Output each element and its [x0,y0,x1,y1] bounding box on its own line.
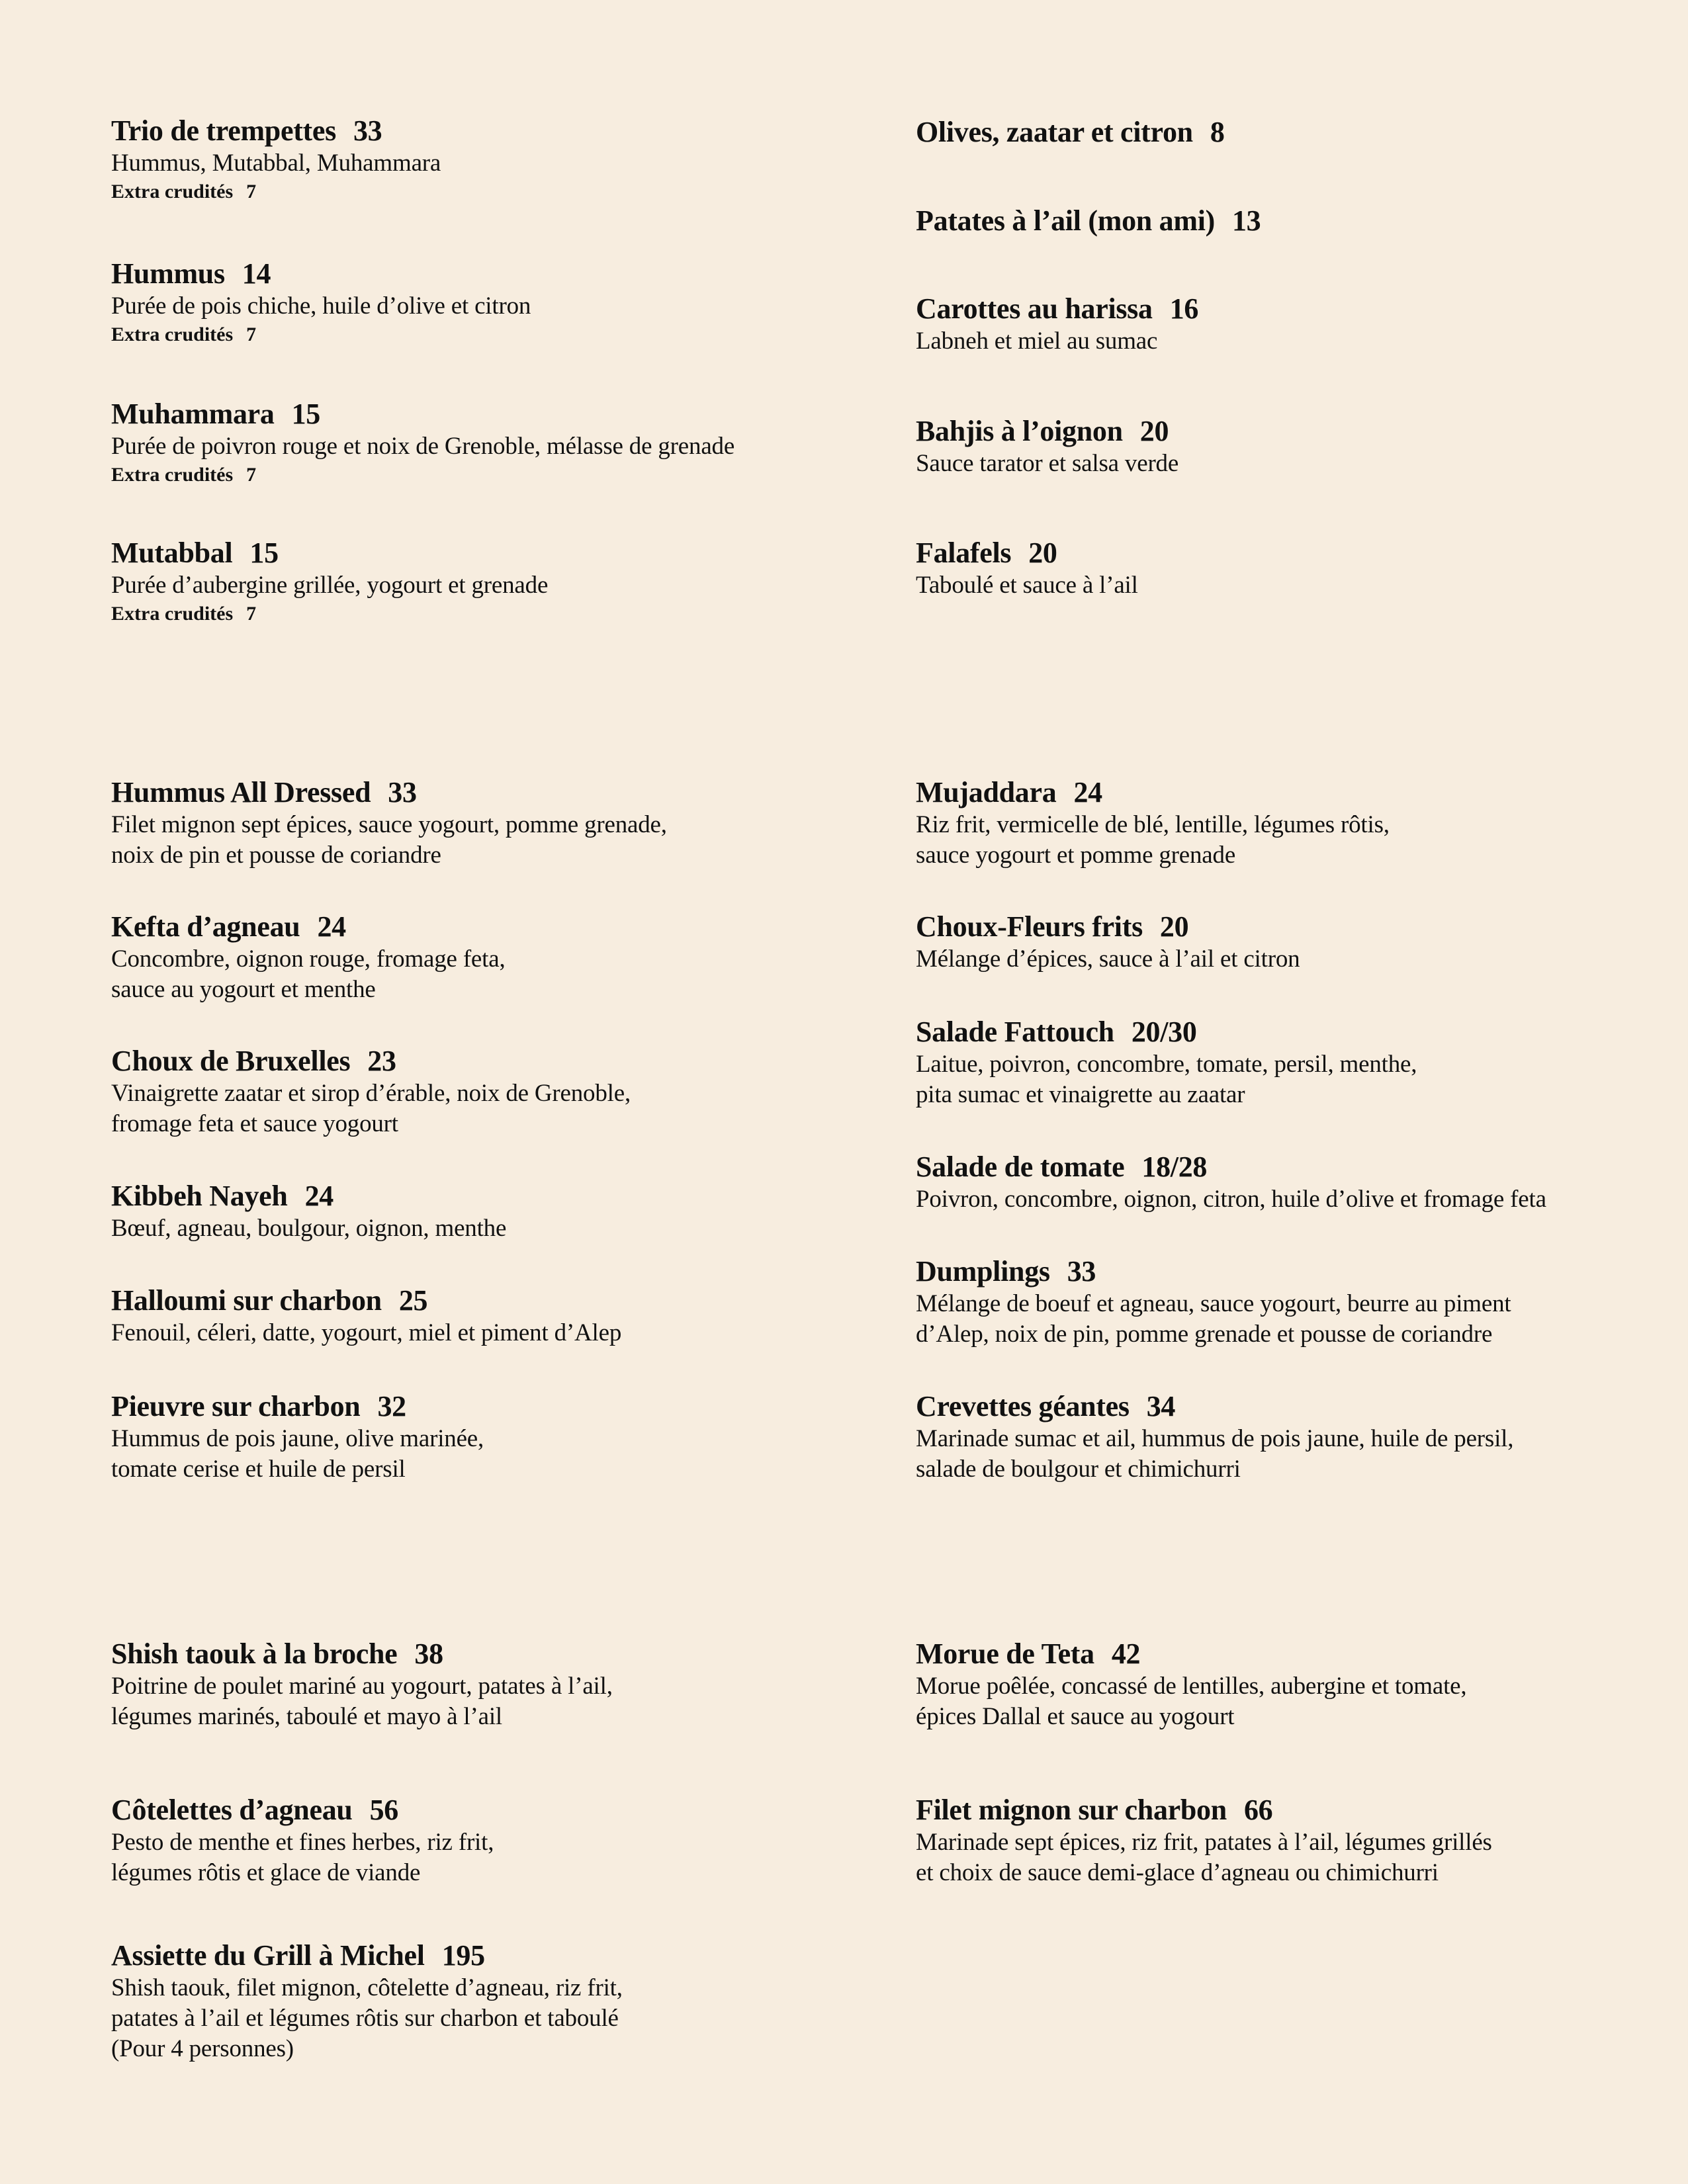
item-name: Filet mignon sur charbon [916,1794,1227,1826]
extra-price: 7 [246,464,257,486]
item-name: Morue de Teta [916,1638,1094,1670]
item-name: Salade de tomate [916,1151,1125,1183]
menu-item-bahjis-oignon [916,414,1688,479]
item-name: Pieuvre sur charbon [111,1390,361,1422]
item-description: patates à l’ail et légumes rôtis sur charbon et taboulé [111,2005,619,2032]
item-title [916,536,1688,570]
item-title [916,1793,1688,1827]
item-price: 33 [1067,1255,1096,1288]
item-price: 32 [377,1390,406,1422]
item-name: Kefta d’agneau [111,910,300,943]
item-description: tomate cerise et huile de persil [111,1456,406,1483]
item-name: Mutabbal [111,537,233,569]
item-title [111,775,892,810]
item-name: Trio de trempettes [111,114,336,147]
item-name: Halloumi sur charbon [111,1284,382,1317]
item-name: Bahjis à l’oignon [916,415,1123,447]
item-title [916,204,1688,238]
extra-price: 7 [246,324,257,345]
menu-item-mutabbal [111,536,892,627]
item-description: Sauce tarator et salsa verde [916,450,1179,477]
item-title [111,1939,892,1973]
menu-item-kibbeh-nayeh [111,1179,892,1244]
item-title [111,114,892,148]
menu-item-choux-de-bruxelles [111,1044,892,1139]
item-extra [111,462,892,488]
menu-item-morue-teta [916,1637,1688,1732]
menu-item-carottes-harissa [916,292,1688,357]
item-description: Mélange d’épices, sauce à l’ail et citron [916,945,1300,973]
item-title [111,1793,892,1827]
item-title [111,1389,892,1424]
menu-item-assiette-grill-michel [111,1939,892,2064]
item-price: 16 [1169,292,1199,325]
item-description: Hummus, Mutabbal, Muhammara [111,150,441,177]
menu-item-dumplings [916,1254,1688,1350]
item-name: Kibbeh Nayeh [111,1180,288,1212]
item-name: Olives, zaatar et citron [916,116,1193,148]
menu-item-cotelettes-agneau [111,1793,892,1888]
menu-item-patates-ail [916,204,1688,238]
item-description: légumes marinés, taboulé et mayo à l’ail [111,1703,502,1730]
menu-item-hummus [111,257,892,348]
menu-item-hummus-all-dressed [111,775,892,871]
item-price: 25 [398,1284,428,1317]
item-description: Marinade sumac et ail, hummus de pois jaune, huile de persil, [916,1425,1514,1452]
item-description: Poitrine de poulet mariné au yogourt, patates à l’ail, [111,1673,613,1700]
item-name: Assiette du Grill à Michel [111,1939,425,1972]
extra-label: Extra crudités [111,324,234,345]
item-description: Purée de pois chiche, huile d’olive et citron [111,292,531,320]
item-description: Shish taouk, filet mignon, côtelette d’agneau, riz frit, [111,1974,623,2001]
item-price: 15 [249,537,279,569]
item-description: Fenouil, céleri, datte, yogourt, miel et piment d’Alep [111,1319,622,1346]
item-description: pita sumac et vinaigrette au zaatar [916,1081,1245,1108]
item-description: Morue poêlée, concassé de lentilles, aubergine et tomate, [916,1673,1467,1700]
item-name: Shish taouk à la broche [111,1638,398,1670]
item-price: 38 [414,1638,443,1670]
item-price: 8 [1210,116,1225,148]
item-title [916,1389,1688,1424]
item-price: 24 [1073,776,1102,808]
item-price: 20 [1159,910,1189,943]
item-description: Bœuf, agneau, boulgour, oignon, menthe [111,1215,507,1242]
item-description: Marinade sept épices, riz frit, patates à l’ail, légumes grillés [916,1829,1492,1856]
item-description: Filet mignon sept épices, sauce yogourt, pomme grenade, [111,811,667,838]
item-title [916,775,1688,810]
extra-price: 7 [246,181,257,202]
item-name: Côtelettes d’agneau [111,1794,353,1826]
item-description: et choix de sauce demi-glace d’agneau ou chimichurri [916,1859,1439,1886]
item-price: 20/30 [1131,1016,1197,1048]
extra-label: Extra crudités [111,181,234,202]
item-price: 13 [1231,204,1261,237]
item-price: 24 [304,1180,333,1212]
menu-item-trio-de-trempettes [111,114,892,205]
item-description: Hummus de pois jaune, olive marinée, [111,1425,484,1452]
item-title [916,1015,1688,1049]
item-name: Mujaddara [916,776,1057,808]
item-title [111,1179,892,1213]
item-description: Taboulé et sauce à l’ail [916,572,1138,599]
item-price: 195 [441,1939,485,1972]
item-description: épices Dallal et sauce au yogourt [916,1703,1235,1730]
item-name: Salade Fattouch [916,1016,1114,1048]
item-price: 66 [1243,1794,1273,1826]
item-description: sauce au yogourt et menthe [111,976,376,1003]
menu-item-kefta-agneau [111,910,892,1005]
item-title [111,1284,892,1318]
menu-item-shish-taouk [111,1637,892,1732]
item-extra [111,322,892,348]
item-title [916,1637,1688,1671]
item-description: fromage feta et sauce yogourt [111,1110,398,1137]
extra-label: Extra crudités [111,603,234,625]
menu-item-mujaddara [916,775,1688,871]
item-title [111,1044,892,1078]
item-description: noix de pin et pousse de coriandre [111,842,441,869]
menu-item-halloumi-charbon [111,1284,892,1348]
item-description: Vinaigrette zaatar et sirop d’érable, noix de Grenoble, [111,1080,631,1107]
item-price: 24 [317,910,346,943]
item-description: Labneh et miel au sumac [916,328,1158,355]
extra-price: 7 [246,603,257,625]
item-description: Poivron, concombre, oignon, citron, huile d’olive et fromage feta [916,1186,1546,1213]
item-description: Concombre, oignon rouge, fromage feta, [111,945,506,973]
item-name: Muhammara [111,398,275,430]
item-description: Laitue, poivron, concombre, tomate, persil, menthe, [916,1051,1417,1078]
item-description: salade de boulgour et chimichurri [916,1456,1241,1483]
item-price: 33 [388,776,417,808]
item-title [916,292,1688,326]
item-price: 18/28 [1141,1151,1208,1183]
item-name: Carottes au harissa [916,292,1153,325]
item-title [916,1150,1688,1184]
item-title [916,414,1688,449]
item-name: Hummus [111,257,225,290]
item-price: 20 [1139,415,1169,447]
item-name: Crevettes géantes [916,1390,1130,1422]
item-description: Purée d’aubergine grillée, yogourt et grenade [111,572,549,599]
item-title [916,115,1688,150]
item-title [916,1254,1688,1289]
item-description: sauce yogourt et pomme grenade [916,842,1236,869]
item-description: légumes rôtis et glace de viande [111,1859,421,1886]
item-extra [111,601,892,627]
menu-item-olives [916,115,1688,150]
menu-item-choux-fleurs-frits [916,910,1688,975]
menu-item-salade-tomate [916,1150,1688,1215]
item-title [111,910,892,944]
item-title [111,397,892,431]
item-description: Riz frit, vermicelle de blé, lentille, légumes rôtis, [916,811,1390,838]
item-description: d’Alep, noix de pin, pomme grenade et pousse de coriandre [916,1321,1493,1348]
menu-item-pieuvre-charbon [111,1389,892,1485]
item-price: 34 [1146,1390,1176,1422]
item-name: Choux de Bruxelles [111,1045,351,1077]
item-description: Purée de poivron rouge et noix de Grenoble, mélasse de grenade [111,433,735,460]
item-title [111,1637,892,1671]
item-name: Falafels [916,537,1012,569]
item-title [111,536,892,570]
item-name: Patates à l’ail (mon ami) [916,204,1215,237]
item-title [111,257,892,291]
item-name: Choux-Fleurs frits [916,910,1143,943]
item-price: 14 [242,257,271,290]
item-extra [111,179,892,205]
menu-item-salade-fattouch [916,1015,1688,1110]
item-description: Pesto de menthe et fines herbes, riz frit, [111,1829,494,1856]
menu-item-filet-mignon-charbon [916,1793,1688,1888]
item-description: Mélange de boeuf et agneau, sauce yogourt, beurre au piment [916,1290,1511,1317]
item-name: Hummus All Dressed [111,776,371,808]
item-price: 56 [369,1794,398,1826]
item-serving-note: (Pour 4 personnes) [111,2035,294,2062]
item-price: 33 [353,114,382,147]
menu-item-falafels [916,536,1688,601]
item-price: 15 [291,398,321,430]
item-title [916,910,1688,944]
menu-item-crevettes-geantes [916,1389,1688,1485]
extra-label: Extra crudités [111,464,234,486]
item-price: 20 [1028,537,1057,569]
item-name: Dumplings [916,1255,1050,1288]
item-price: 23 [367,1045,396,1077]
item-price: 42 [1111,1638,1141,1670]
menu-item-muhammara [111,397,892,488]
